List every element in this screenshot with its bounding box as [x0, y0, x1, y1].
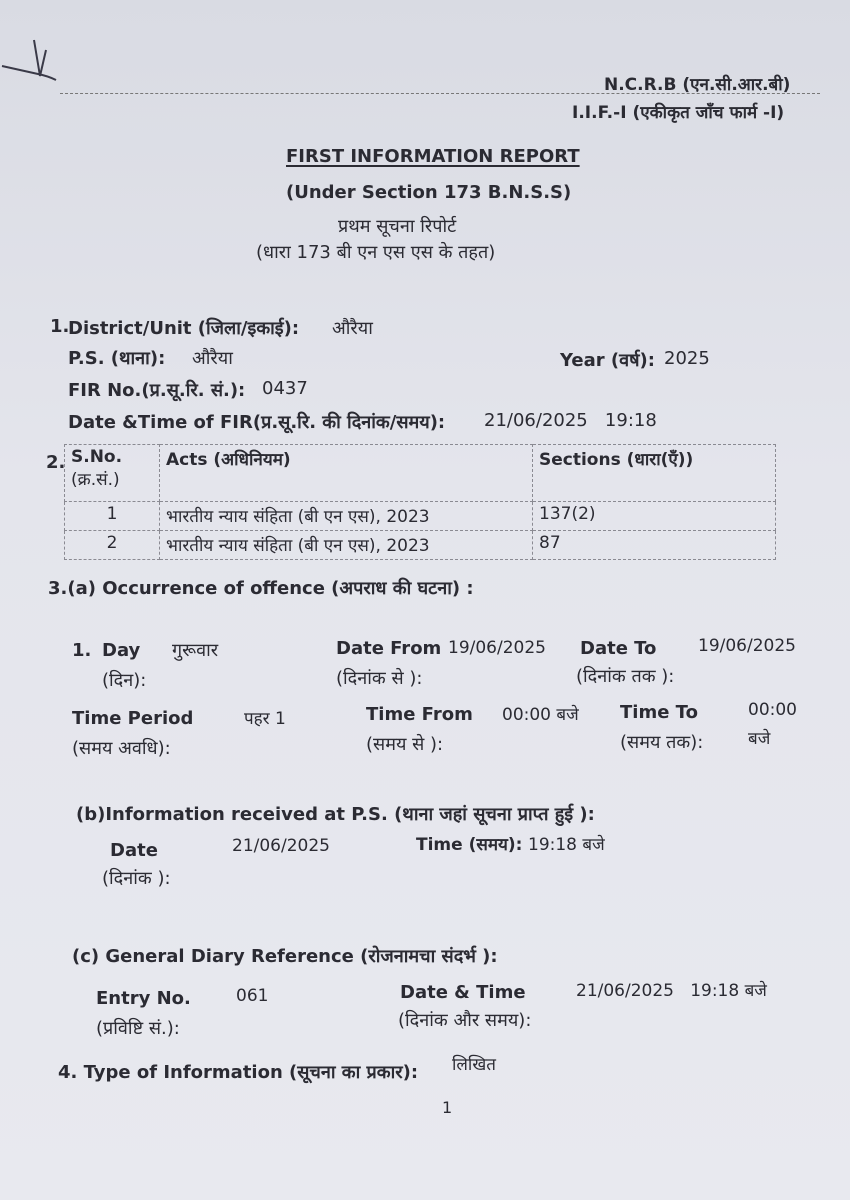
report-title: FIRST INFORMATION REPORT — [286, 146, 580, 167]
row-sno: 1 — [65, 502, 160, 531]
time-period-value: पहर 1 — [244, 709, 286, 729]
time-to-value-unit: बजे — [748, 729, 771, 749]
info-type-value: लिखित — [452, 1055, 496, 1075]
sno-header-en: S.No. — [71, 447, 123, 467]
entry-no-value: 061 — [236, 986, 269, 1006]
info-time-value: 19:18 बजे — [528, 835, 605, 855]
info-date-label-hi: (दिनांक ): — [102, 868, 171, 889]
gd-datetime-value: 21/06/2025 19:18 बजे — [576, 981, 767, 1001]
info-date-value: 21/06/2025 — [232, 836, 330, 856]
acts-table — [64, 444, 776, 560]
day-label: Day — [102, 640, 141, 661]
row-section: 87 — [533, 531, 776, 560]
iif-header: I.I.F.-I (एकीकृत जाँच फार्म -I) — [572, 103, 785, 123]
info-type-label: 4. Type of Information (सूचना का प्रकार): — [58, 1062, 419, 1083]
year-value: 2025 — [664, 348, 710, 369]
occurrence-heading: 3.(a) Occurrence of offence (अपराध की घटना) : — [48, 578, 474, 599]
acts-header: Acts (अधिनियम) — [160, 445, 533, 502]
entry-no-label: Entry No. — [96, 988, 191, 1009]
date-to-label-hi: (दिनांक तक ): — [576, 666, 675, 687]
info-time-label: Time (समय): — [416, 835, 523, 855]
date-from-label: Date From — [336, 638, 442, 659]
report-section-hindi: (धारा 173 बी एन एस एस के तहत) — [256, 242, 496, 263]
row-act: भारतीय न्याय संहिता (बी एन एस), 2023 — [160, 531, 533, 560]
time-from-value: 00:00 बजे — [502, 705, 579, 725]
district-value: औरैया — [332, 318, 373, 339]
fir-value: 0437 — [262, 378, 308, 399]
info-received-heading: (b)Information received at P.S. (थाना जहां सूचना प्राप्त हुई ): — [76, 804, 595, 825]
time-to-value: 00:00 — [748, 700, 797, 720]
row-section: 137(2) — [533, 502, 776, 531]
row-act: भारतीय न्याय संहिता (बी एन एस), 2023 — [160, 502, 533, 531]
time-from-label-hi: (समय से ): — [366, 734, 444, 755]
time-to-label: Time To — [620, 702, 698, 723]
info-date-label: Date — [110, 840, 158, 861]
district-label: District/Unit (जिला/इकाई): — [68, 318, 300, 339]
time-period-label: Time Period — [72, 708, 194, 729]
acts-table-header — [65, 445, 776, 502]
time-to-label-hi: (समय तक): — [620, 732, 704, 753]
ps-label: P.S. (थाना): — [68, 348, 166, 369]
year-label: Year (वर्ष): — [560, 350, 655, 371]
time-period-label-hi: (समय अवधि): — [72, 738, 171, 759]
row-sno: 2 — [65, 531, 160, 560]
gd-datetime-label: Date & Time — [400, 982, 526, 1003]
time-from-label: Time From — [366, 704, 473, 725]
date-to-label: Date To — [580, 638, 657, 659]
section-1-number: 1. — [50, 316, 70, 337]
sections-header: Sections (धारा(एँ)) — [533, 445, 776, 502]
day-label-hi: (दिन): — [102, 670, 147, 691]
page-number: 1 — [442, 1098, 453, 1117]
fir-label: FIR No.(प्र.सू.रि. सं.): — [68, 380, 246, 401]
fir-datetime-value: 21/06/2025 19:18 — [484, 410, 657, 431]
table-row — [65, 502, 776, 531]
ncrb-header: N.C.R.B (एन.सी.आर.बी) — [604, 75, 791, 95]
date-to-value: 19/06/2025 — [698, 636, 796, 656]
table-row — [65, 531, 776, 560]
sno-header — [65, 445, 160, 502]
general-diary-heading: (c) General Diary Reference (रोजनामचा संदर्भ ): — [72, 946, 498, 967]
fir-datetime-label: Date &Time of FIR(प्र.सू.रि. की दिनांक/समय): — [68, 412, 446, 433]
handwritten-tick-mark-icon — [0, 30, 60, 90]
section-2-number: 2. — [46, 452, 66, 473]
sno-header-hi: (क्र.सं.) — [71, 470, 120, 490]
day-value: गुरूवार — [172, 640, 219, 661]
report-title-hindi: प्रथम सूचना रिपोर्ट — [338, 216, 457, 237]
date-from-label-hi: (दिनांक से ): — [336, 668, 423, 689]
date-from-value: 19/06/2025 — [448, 638, 546, 658]
ps-value: औरैया — [192, 348, 233, 369]
occurrence-item-number: 1. — [72, 640, 92, 661]
entry-no-label-hi: (प्रविष्टि सं.): — [96, 1018, 180, 1039]
gd-datetime-label-hi: (दिनांक और समय): — [398, 1010, 532, 1031]
report-section: (Under Section 173 B.N.S.S) — [286, 182, 572, 203]
